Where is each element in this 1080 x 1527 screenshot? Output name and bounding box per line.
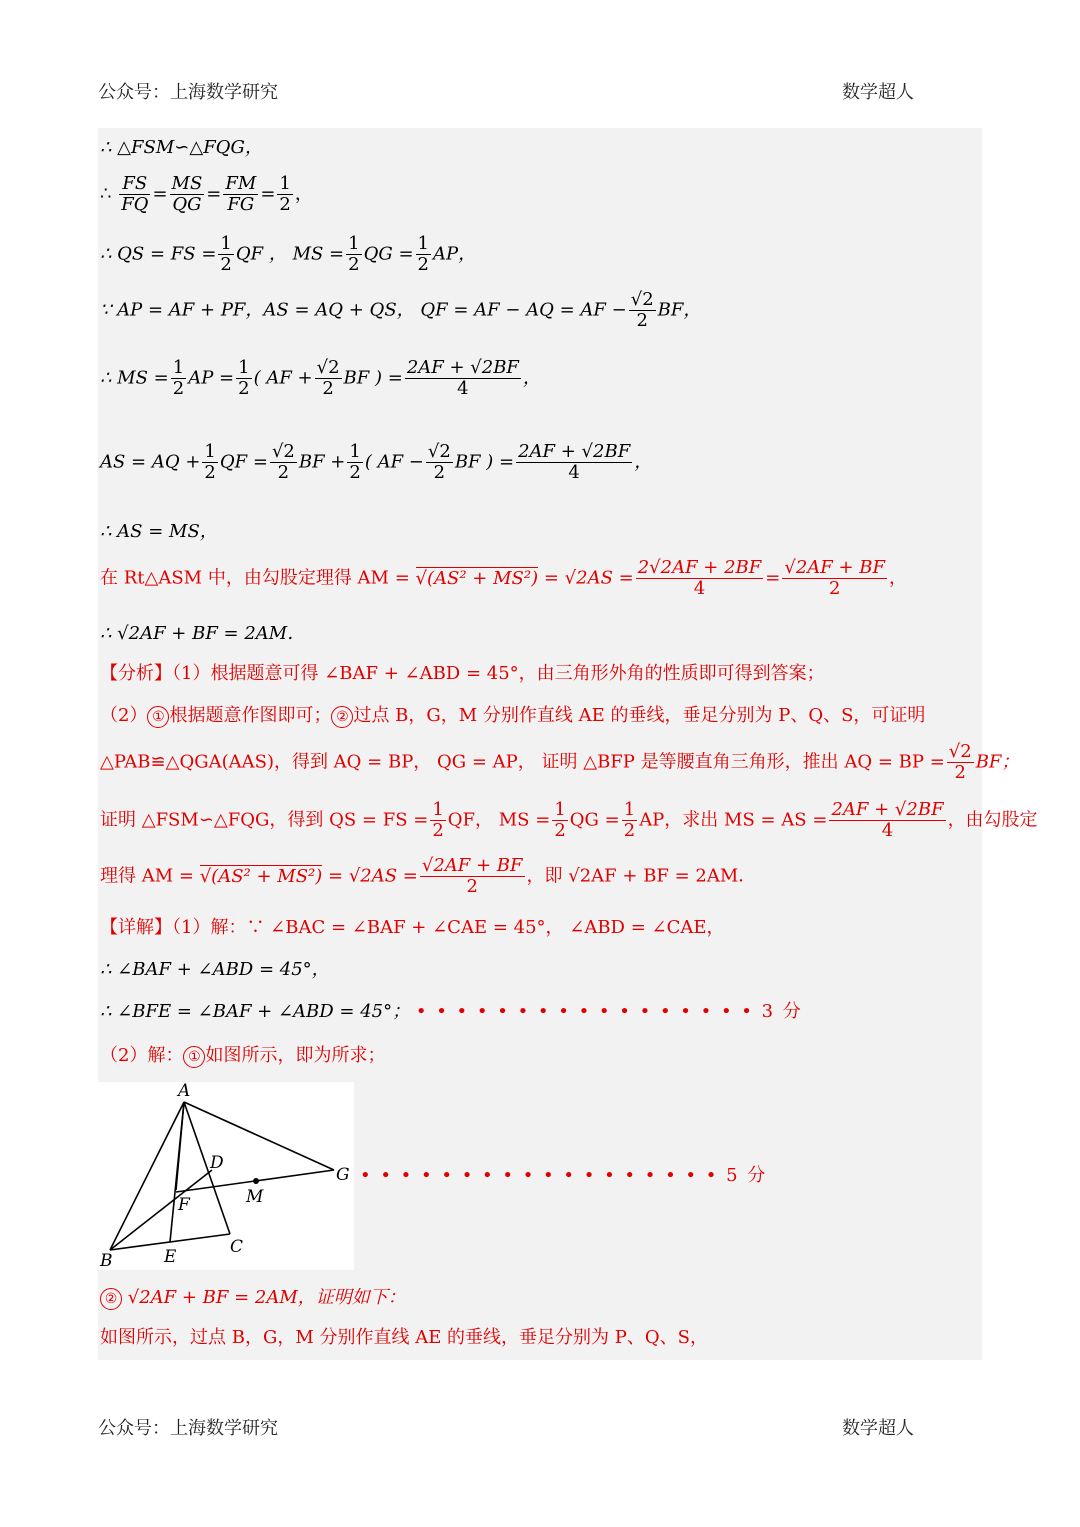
text: ∴ ∠BFE = ∠BAF + ∠ABD = 45°；	[100, 1001, 411, 1022]
frac-num: 1	[279, 173, 291, 194]
frac-den: 4	[693, 578, 706, 599]
score-dots-3: • • • • • • • • • • • • • • • • • 3 分	[415, 1001, 803, 1022]
text: QF ， MS =	[235, 243, 345, 265]
frac-den: 2	[554, 820, 566, 841]
text: ∴ QS = FS =	[100, 243, 217, 265]
score-dots-5: • • • • • • • • • • • • • • • • • • 5 分	[360, 1165, 768, 1186]
line-detail-4	[100, 1044, 385, 1068]
text: QG =	[363, 243, 414, 265]
line-analysis-4	[100, 800, 1038, 850]
text: BF，	[657, 299, 702, 321]
frac-num: 2√2AF + 2BF	[637, 557, 762, 578]
label-c: C	[230, 1237, 244, 1257]
geometry-figure-svg	[98, 1082, 354, 1270]
comma: ，	[294, 183, 313, 205]
frac-den: 4	[881, 820, 894, 841]
therefore-symbol: ∴	[100, 183, 112, 205]
frac-den: 2	[432, 820, 444, 841]
line-ms-value	[100, 358, 541, 412]
frac-num: FS	[119, 174, 150, 195]
frac-num: √2	[316, 357, 340, 378]
sqrt-expression: √(AS² + MS²)	[199, 865, 323, 887]
frac-num: 1	[554, 799, 566, 820]
text: BF +	[298, 451, 346, 473]
text: AP，	[433, 243, 477, 265]
line-analysis-3	[100, 742, 1019, 792]
frac-den: 4	[568, 462, 580, 483]
label-a: A	[178, 1082, 191, 1101]
line-pythagoras	[100, 558, 907, 612]
frac-num: 1	[238, 357, 250, 378]
frac-num: √2	[427, 441, 451, 462]
text: = √2AS =	[543, 567, 634, 589]
line-conclusion: ∴ √2AF + BF = 2AM．	[100, 623, 306, 644]
frac-num: 2AF + √2BF	[406, 357, 519, 378]
frac-den: 2	[238, 378, 250, 399]
frac-num: 1	[417, 233, 429, 254]
frac-num: 1	[172, 357, 185, 378]
text: AS = AQ +	[100, 451, 201, 473]
frac-num: 1	[623, 799, 636, 820]
line-as-value	[100, 442, 652, 496]
circled-two: ②	[100, 1288, 122, 1310]
circled-one: ①	[183, 1046, 205, 1068]
text: BF ) =	[343, 367, 403, 389]
frac-num: √2	[271, 441, 295, 462]
point-m	[253, 1178, 259, 1184]
text: BF；	[975, 751, 1020, 773]
text: （2）解：	[100, 1045, 184, 1066]
label-b: B	[100, 1251, 113, 1270]
text: =	[765, 567, 781, 589]
frac-num: √2AF + BF	[784, 557, 886, 578]
line-similar-triangles: ∴ △FSM∽△FQG，	[100, 137, 263, 158]
frac-num: 1	[348, 233, 360, 254]
line-analysis-1: 【分析】（1）根据题意可得 ∠BAF + ∠ABD = 45°，由三角形外角的性质即可得到答案；	[100, 663, 825, 684]
line-analysis-2	[100, 704, 925, 728]
text: ∵ AP = AF + PF，AS = AQ + QS， QF = AF − AQ = AF −	[100, 299, 627, 321]
line-detail-5	[100, 1286, 406, 1310]
text: 理得 AM =	[100, 865, 194, 887]
line-analysis-5	[100, 856, 756, 906]
frac-num: √2	[630, 289, 654, 310]
circled-two: ②	[331, 706, 353, 728]
text: ( AF +	[253, 367, 313, 389]
frac-den: FG	[227, 194, 255, 215]
frac-den: 2	[322, 378, 334, 399]
frac-den: 2	[466, 876, 478, 897]
label-e: E	[164, 1247, 177, 1267]
frac-den: 2	[172, 378, 185, 399]
label-d: D	[210, 1153, 224, 1173]
text: ，由勾股定	[947, 809, 1038, 831]
text: ，即 √2AF + BF = 2AM．	[526, 865, 757, 887]
text: QF， MS =	[447, 809, 551, 831]
frac-den: FQ	[121, 194, 149, 215]
comma: ，	[522, 367, 541, 389]
frac-num: 1	[432, 799, 444, 820]
line-detail-3	[100, 1000, 803, 1024]
text: QG =	[569, 809, 620, 831]
text: 如图所示，即为所求；	[205, 1045, 386, 1066]
line-ap-as-qf	[100, 290, 701, 340]
frac-den: 2	[349, 462, 361, 483]
text: 在 Rt△ASM 中，由勾股定理得 AM =	[100, 567, 410, 589]
line-detail-2: ∴ ∠BAF + ∠ABD = 45°，	[100, 959, 330, 980]
text: QF =	[219, 451, 268, 473]
frac-den: 2	[348, 254, 360, 275]
frac-num: 1	[204, 441, 216, 462]
label-m: M	[246, 1187, 264, 1207]
text: BF ) =	[454, 451, 515, 473]
line-detail-1: 【详解】（1）解：∵ ∠BAC = ∠BAF + ∠CAE = 45°， ∠ABD = ∠CAE，	[100, 917, 725, 938]
frac-den: QG	[172, 194, 202, 215]
header-left: 公众号：上海数学研究	[98, 82, 278, 103]
frac-den: 2	[204, 462, 216, 483]
line-qs-ms	[100, 234, 476, 284]
segment-ab	[110, 1102, 184, 1250]
label-f: F	[178, 1195, 190, 1215]
text: AP，求出 MS = AS =	[639, 809, 828, 831]
frac-num: 2AF + √2BF	[518, 441, 631, 462]
line-as-equals-ms: ∴ AS = MS，	[100, 521, 218, 542]
frac-den: 2	[277, 462, 290, 483]
frac-num: 1	[349, 441, 361, 462]
header-right: 数学超人	[842, 82, 914, 103]
frac-num: √2	[948, 741, 972, 762]
frac-num: MS	[171, 173, 203, 194]
frac-den: 4	[457, 378, 469, 399]
text: = √2AS =	[328, 865, 418, 887]
footer-left: 公众号：上海数学研究	[98, 1418, 278, 1439]
line-ratio: ∴ $\frac{FS}{FQ}$ = $\frac{MS}{QG}$ = $\frac{FM}{FG}$ = $\frac{1}{2}$ ，	[100, 173, 313, 215]
frac-den: 2	[417, 254, 429, 275]
label-g: G	[336, 1165, 350, 1185]
text: ( AF −	[364, 451, 424, 473]
text: ∴ MS =	[100, 367, 169, 389]
circled-one: ①	[147, 706, 169, 728]
frac-num: √2AF + BF	[421, 855, 523, 876]
geometry-figure	[98, 1082, 354, 1270]
frac-den: 2	[636, 310, 648, 331]
text: AP =	[188, 367, 235, 389]
text: 过点 B，G，M 分别作直线 AE 的垂线，垂足分别为 P、Q、S，可证明	[353, 705, 926, 726]
frac-num: 1	[220, 233, 232, 254]
comma: ，	[889, 567, 908, 589]
sqrt-expression: √(AS² + MS²)	[415, 567, 539, 589]
frac-den: 2	[954, 762, 966, 783]
segment-ag	[184, 1102, 334, 1170]
frac-den: 2	[828, 578, 841, 599]
comma: ，	[634, 451, 653, 473]
text: △PAB≌△QGA(AAS)，得到 AQ = BP， QG = AP， 证明 △BFP 是等腰直角三角形，推出 AQ = BP =	[100, 751, 945, 773]
frac-num: FM	[225, 173, 257, 194]
text: 根据题意作图即可；	[169, 705, 332, 726]
frac-den: 2	[279, 194, 291, 215]
frac-den: 2	[433, 462, 446, 483]
line-detail-6: 如图所示，过点 B，G，M 分别作直线 AE 的垂线，垂足分别为 P、Q、S，	[100, 1327, 708, 1348]
footer-right: 数学超人	[842, 1418, 914, 1439]
text: 证明 △FSM∽△FQG，得到 QS = FS =	[100, 809, 429, 831]
frac-den: 2	[220, 254, 232, 275]
frac-den: 2	[623, 820, 636, 841]
text: （2）	[100, 705, 148, 726]
text: √2AF + BF = 2AM，证明如下：	[127, 1287, 406, 1308]
frac-num: 2AF + √2BF	[831, 799, 944, 820]
